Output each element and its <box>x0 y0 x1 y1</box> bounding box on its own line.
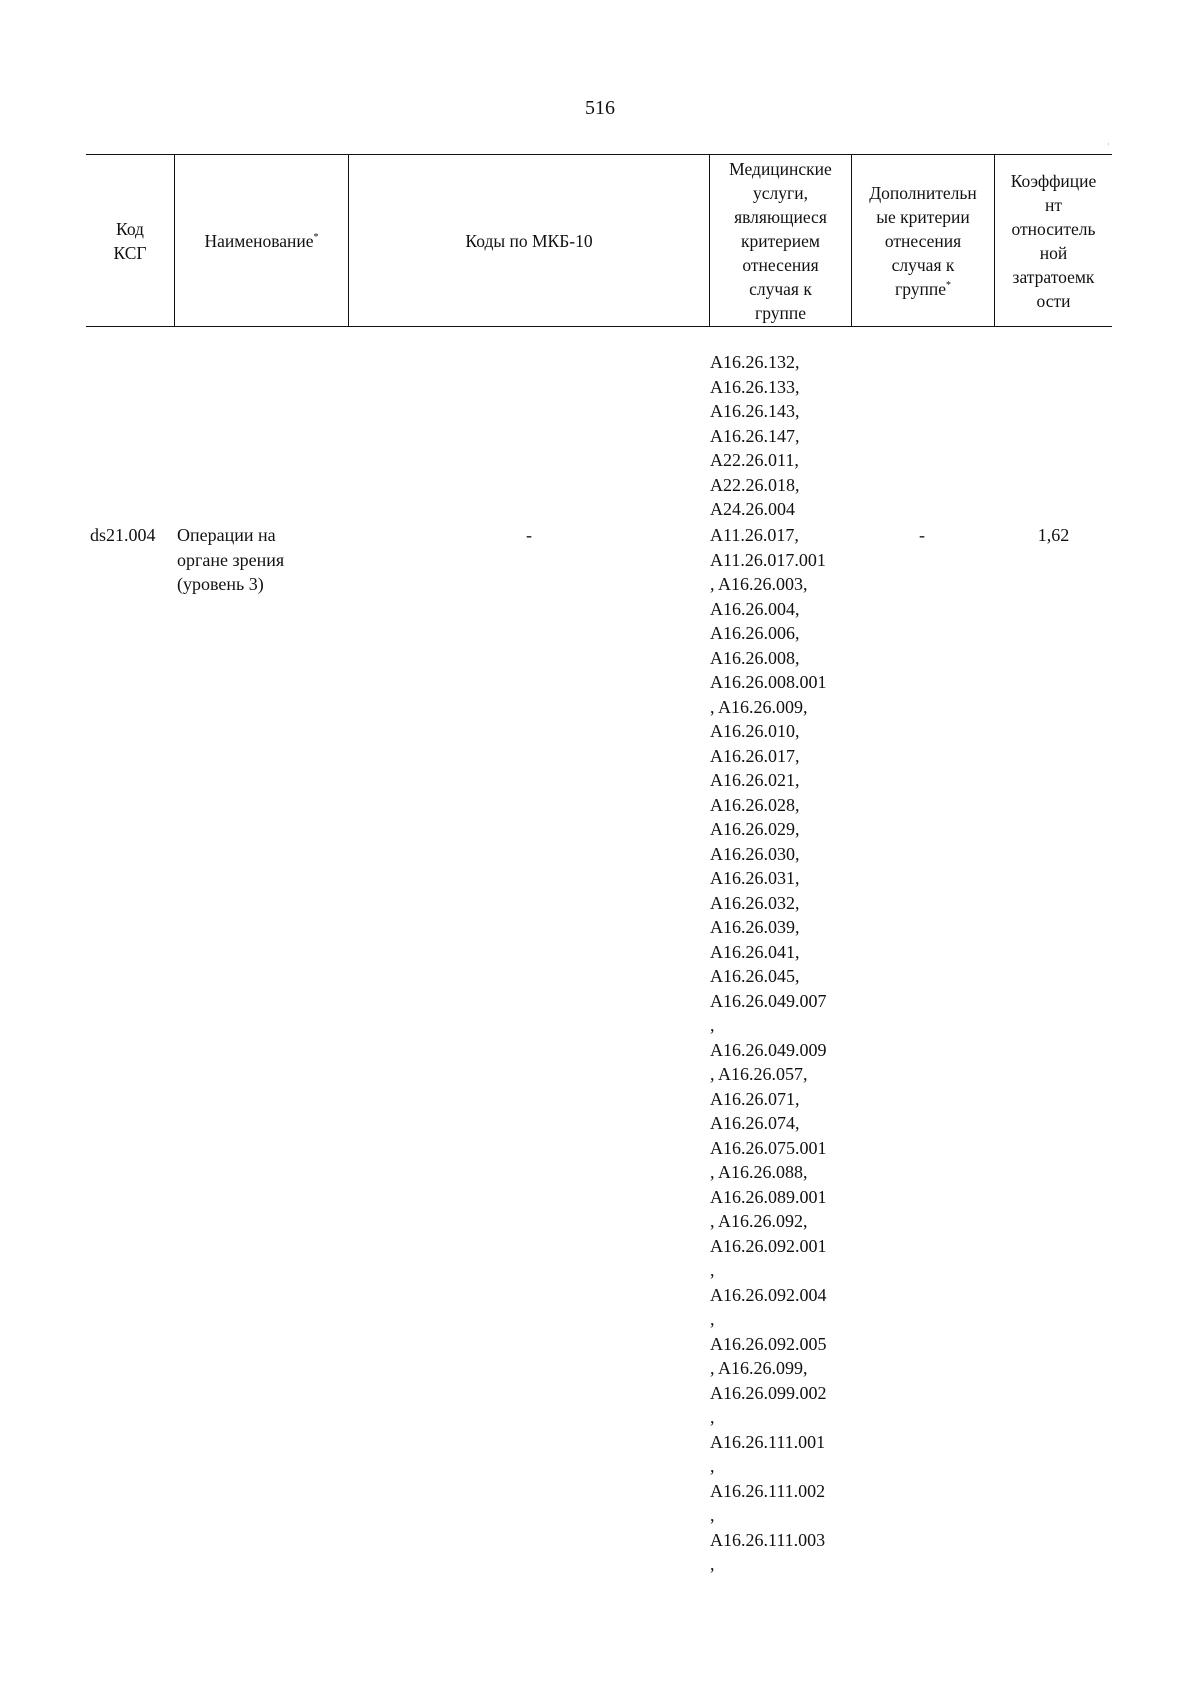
name-line: органе зрения <box>177 549 285 570</box>
service-code: , A16.26.099, <box>710 1358 808 1378</box>
service-code: , <box>710 1456 715 1476</box>
service-code: A16.26.008.001 <box>710 672 827 692</box>
name-line: (уровень 3) <box>177 574 264 594</box>
service-code: A16.26.029, <box>710 819 800 839</box>
service-code: A16.26.032, <box>710 892 800 913</box>
row-coefficient: 1,62 <box>1037 525 1070 545</box>
footnote-mark: * <box>945 279 951 291</box>
header-line: случая к <box>891 254 955 275</box>
service-code: A11.26.017.001 <box>710 549 826 570</box>
header-services <box>710 155 851 326</box>
name-line: Операции на <box>177 525 276 545</box>
header-line: Дополнительн <box>869 182 977 203</box>
service-code: A16.26.111.003 <box>710 1529 826 1550</box>
service-code: A16.26.039, <box>710 917 800 937</box>
service-code: , A16.26.057, <box>710 1064 808 1084</box>
service-code: , <box>710 1309 715 1329</box>
table-header-bottom-border <box>86 326 1112 327</box>
header-line: относитель <box>1011 218 1096 239</box>
service-code: A16.26.133, <box>710 376 800 397</box>
service-code: A16.26.092.005 <box>710 1333 827 1354</box>
service-code: A16.26.071, <box>710 1088 800 1109</box>
service-code: A16.26.099.002 <box>710 1382 827 1403</box>
service-code: A16.26.049.007 <box>710 990 827 1011</box>
service-code: A16.26.041, <box>710 941 800 962</box>
header-line: услуги, <box>753 182 808 203</box>
service-code: A22.26.018, <box>710 474 800 495</box>
service-code: A16.26.049.009 <box>710 1039 827 1060</box>
service-code: , A16.26.088, <box>710 1162 808 1182</box>
header-line: затратоемк <box>1012 266 1095 287</box>
header-line: случая к <box>749 278 812 299</box>
header-line: ости <box>1036 290 1071 311</box>
service-code: , A16.26.009, <box>710 696 808 717</box>
page-number: 516 <box>585 97 615 119</box>
service-code: , A16.26.092, <box>710 1211 808 1231</box>
header-line: ые критерии <box>876 206 970 227</box>
row-name <box>177 523 347 597</box>
service-code: A16.26.045, <box>710 966 800 986</box>
header-line: нт <box>1044 194 1062 215</box>
service-code: , A16.26.003, <box>710 574 808 594</box>
service-code: A16.26.008, <box>710 647 800 668</box>
row-additional: - <box>919 525 925 545</box>
service-code: A16.26.111.002 <box>710 1480 826 1501</box>
service-code: , <box>710 1407 715 1427</box>
service-code: A16.26.143, <box>710 401 800 421</box>
service-code: A16.26.092.001 <box>710 1235 827 1256</box>
row-services <box>710 523 850 1577</box>
service-code: , <box>710 1015 715 1035</box>
service-code: A16.26.031, <box>710 868 800 888</box>
header-coefficient <box>995 155 1112 326</box>
service-code: A16.26.092.004 <box>710 1284 827 1305</box>
header-name: Наименование* <box>204 230 319 251</box>
service-code: A16.26.132, <box>710 352 800 372</box>
header-line: Коэффицие <box>1010 170 1097 191</box>
service-code: , <box>710 1554 715 1574</box>
service-code: A16.26.010, <box>710 721 800 741</box>
service-code: A16.26.147, <box>710 425 800 446</box>
service-code: A16.26.017, <box>710 745 800 766</box>
header-line: отнесения <box>742 254 819 275</box>
service-code: A16.26.089.001 <box>710 1186 827 1207</box>
row-code: ds21.004 <box>90 525 156 545</box>
service-code: A22.26.011, <box>710 450 799 470</box>
service-code: A16.26.075.001 <box>710 1137 827 1158</box>
header-line: группе* <box>895 278 951 299</box>
service-code: , <box>710 1505 715 1525</box>
service-code: A16.26.030, <box>710 843 800 864</box>
header-line: являющиеся <box>734 206 827 227</box>
header-line: критерием <box>740 230 820 251</box>
service-code: A16.26.021, <box>710 770 800 790</box>
continuation-services <box>710 350 850 522</box>
service-code: A11.26.017, <box>710 525 799 545</box>
scan-dot: · <box>1107 140 1110 149</box>
header-line: отнесения <box>884 230 962 251</box>
footnote-mark: * <box>313 231 319 243</box>
header-additional-criteria <box>852 155 994 326</box>
service-code: A16.26.028, <box>710 794 800 815</box>
service-code: A16.26.004, <box>710 598 800 619</box>
service-code: , <box>710 1260 715 1280</box>
row-mkb: - <box>526 525 532 545</box>
service-code: A16.26.074, <box>710 1113 800 1133</box>
service-code: A24.26.004 <box>710 499 795 519</box>
header-line: Медицинские <box>729 158 832 179</box>
service-code: A16.26.111.001 <box>710 1431 826 1452</box>
header-code: Код КСГ <box>113 218 147 263</box>
header-line: ной <box>1039 242 1068 263</box>
service-code: A16.26.006, <box>710 623 800 643</box>
header-line: группе <box>755 302 806 323</box>
header-mkb: Коды по МКБ-10 <box>465 230 593 251</box>
